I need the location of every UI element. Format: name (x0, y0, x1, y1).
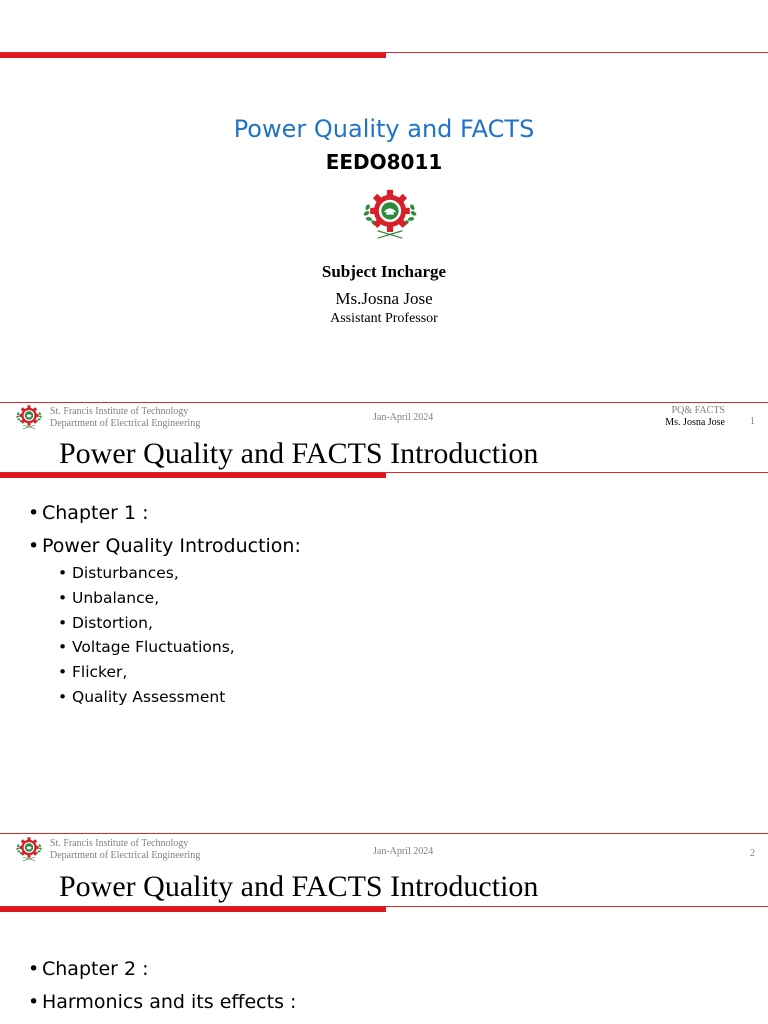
list-item: • Flicker, (58, 660, 301, 685)
faculty-name: Ms.Josna Jose (335, 289, 433, 308)
slide2-page-number: 2 (750, 848, 755, 859)
department-name: Department of Electrical Engineering (50, 418, 201, 429)
slide1-faculty-label: Ms. Josna Jose (665, 417, 725, 428)
list-item: • Harmonics and its effects : (28, 986, 296, 1019)
slide2-title: Power Quality and FACTS Introduction (59, 870, 539, 903)
list-item: • Unbalance, (58, 586, 301, 611)
faculty-designation: Assistant Professor (330, 311, 438, 326)
top-rule-accent (0, 53, 386, 58)
subject-incharge-heading: Subject Incharge (321, 262, 447, 281)
list-item: • Chapter 2 : (28, 953, 296, 986)
slide1-course-label: PQ& FACTS (671, 405, 725, 416)
institute-name: St. Francis Institute of Technology (50, 406, 189, 417)
slide2-date: Jan-April 2024 (373, 846, 434, 857)
course-code: EEDO8011 (325, 150, 443, 174)
department-name: Department of Electrical Engineering (50, 850, 201, 861)
slide1-page-number: 1 (750, 416, 755, 427)
presentation-title: Power Quality and FACTS (233, 115, 535, 143)
slide2-top-rule (0, 833, 768, 834)
slide2-title-rule-accent (0, 907, 386, 912)
slide1-title: Power Quality and FACTS Introduction (59, 437, 539, 470)
slide2-institute-info (50, 838, 200, 862)
institute-gear-logo-icon (14, 403, 44, 431)
slide1-top-rule (0, 402, 768, 403)
list-item: • Power Quality Introduction: • Disturbances, • Unbalance, • Distortion, • Voltage Fluctuations, • Flicker, • Quality Assessment (28, 530, 301, 710)
institute-name: St. Francis Institute of Technology (50, 838, 189, 849)
institute-gear-logo-icon (359, 183, 421, 245)
slide2-bullet-list (28, 953, 296, 1019)
slide1-sub-list (58, 561, 301, 710)
slide1-institute-info (50, 406, 200, 430)
slide1-bullet-list (28, 497, 301, 710)
institute-gear-logo-icon (14, 835, 44, 863)
list-item: • Voltage Fluctuations, (58, 635, 301, 660)
list-item: • Chapter 1 : (28, 497, 301, 530)
slide1-date: Jan-April 2024 (373, 412, 434, 423)
slide1-title-rule-accent (0, 473, 386, 478)
list-item: • Quality Assessment (58, 685, 301, 710)
list-item: • Distortion, (58, 611, 301, 636)
list-item: • Disturbances, (58, 561, 301, 586)
